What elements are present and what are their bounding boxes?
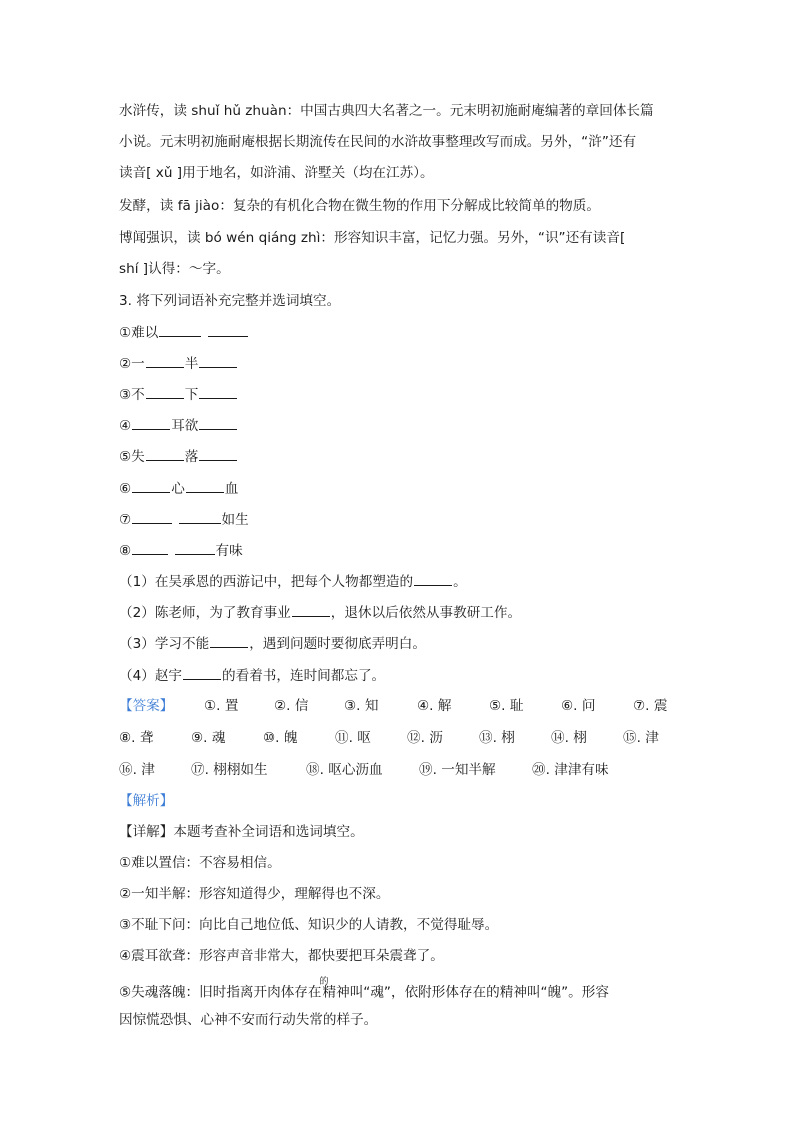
fill-sentence-4: （4）赵宇 的看着书，连时间都忘了。 bbox=[119, 665, 385, 686]
word-item-6: ⑥ 心 血 bbox=[119, 478, 238, 499]
answer-item: ④. 解 bbox=[417, 698, 452, 714]
blank bbox=[414, 571, 452, 586]
blank bbox=[199, 415, 237, 430]
answer-item: ⑲. 一知半解 bbox=[419, 762, 496, 778]
blank bbox=[132, 509, 172, 524]
answer-item: ⑰. 栩栩如生 bbox=[191, 762, 268, 778]
blank bbox=[132, 478, 170, 493]
word-item-3: ③不 下 bbox=[119, 384, 238, 405]
word-item-4: ④ 耳欲 bbox=[119, 415, 238, 436]
answer-item: ⑱. 呕心沥血 bbox=[306, 762, 383, 778]
intro-line: 水浒传，读 shuǐ hǔ zhuàn：中国古典四大名著之一。元末明初施耐庵编著的章回体长篇 bbox=[119, 103, 654, 119]
analysis-detail: 【详解】本题考查补全词语和选词填空。 bbox=[119, 824, 364, 840]
blank bbox=[146, 446, 184, 461]
word-item-1: ①难以 bbox=[119, 322, 249, 343]
blank bbox=[179, 509, 221, 524]
blank bbox=[159, 322, 201, 337]
explanation-line: ①难以置信：不容易相信。 bbox=[119, 855, 281, 871]
blank bbox=[210, 633, 248, 648]
word-item-7: ⑦ 如生 bbox=[119, 509, 249, 530]
word-item-2: ②一 半 bbox=[119, 353, 238, 374]
answer-item: ⑨. 魂 bbox=[191, 730, 226, 746]
explanation-line: 因惊慌恐惧、心神不安而行动失常的样子。 bbox=[119, 1012, 378, 1028]
explanation-line: ②一知半解：形容知道得少，理解得也不深。 bbox=[119, 886, 390, 902]
blank bbox=[292, 602, 330, 617]
superscript-note: 的 bbox=[319, 977, 329, 987]
intro-line: shí ]认得：～字。 bbox=[119, 261, 230, 277]
answer-label: 【答案】 bbox=[119, 698, 174, 714]
intro-line: 读音[ xǔ ]用于地名，如浒浦、浒墅关（均在江苏）。 bbox=[119, 165, 434, 181]
answer-item: ⑦. 震 bbox=[633, 698, 668, 714]
answer-item: ①. 置 bbox=[204, 698, 239, 714]
explanation-line: ③不耻下问：向比自己地位低、知识少的人请教，不觉得耻辱。 bbox=[119, 917, 499, 933]
fill-sentence-3: （3）学习不能 ，遇到问题时要彻底弄明白。 bbox=[119, 633, 426, 654]
analysis-label: 【解析】 bbox=[119, 793, 174, 809]
blank bbox=[199, 446, 237, 461]
answer-row-1 bbox=[119, 696, 679, 716]
blank bbox=[183, 665, 221, 680]
answer-item: ⑩. 魄 bbox=[263, 730, 298, 746]
answer-item: ⑥. 问 bbox=[561, 698, 596, 714]
fill-sentence-1: （1）在吴承恩的西游记中，把每个人物都塑造的 。 bbox=[119, 571, 467, 592]
blank bbox=[132, 540, 168, 555]
intro-line: 小说。元末明初施耐庵根据长期流传在民间的水浒故事整理改写而成。另外，“浒”还有 bbox=[119, 134, 637, 150]
answer-item: ⑳. 津津有味 bbox=[532, 762, 609, 778]
word-item-5: ⑤失 落 bbox=[119, 446, 238, 467]
fill-sentence-2: （2）陈老师，为了教育事业 ，退休以后依然从事教研工作。 bbox=[119, 602, 521, 623]
answer-row-2 bbox=[119, 728, 679, 748]
answer-item: ⑪. 呕 bbox=[335, 730, 371, 746]
answer-row-3 bbox=[119, 760, 679, 780]
answer-item: ⑯. 津 bbox=[119, 762, 155, 778]
blank bbox=[199, 353, 237, 368]
answer-item: ⑫. 沥 bbox=[407, 730, 443, 746]
intro-line: 博闻强识，读 bó wén qiáng zhì：形容知识丰富，记忆力强。另外，“识”还有读音[ bbox=[119, 230, 626, 246]
answer-item: ⑤. 耻 bbox=[489, 698, 524, 714]
blank bbox=[186, 478, 224, 493]
blank bbox=[208, 322, 248, 337]
answer-item: ⑬. 栩 bbox=[479, 730, 515, 746]
answer-item: ⑭. 栩 bbox=[551, 730, 587, 746]
answer-item: ⑮. 津 bbox=[623, 730, 659, 746]
explanation-line: ④震耳欲聋：形容声音非常大，都快要把耳朵震聋了。 bbox=[119, 948, 444, 964]
blank bbox=[199, 384, 237, 399]
blank bbox=[132, 415, 170, 430]
blank bbox=[175, 540, 215, 555]
answer-item: ②. 信 bbox=[274, 698, 309, 714]
question-title: 3. 将下列词语补充完整并选词填空。 bbox=[119, 293, 341, 309]
answer-item: ③. 知 bbox=[344, 698, 379, 714]
blank bbox=[146, 353, 184, 368]
answer-item: ⑧. 聋 bbox=[119, 730, 154, 746]
word-item-8: ⑧ 有味 bbox=[119, 540, 243, 561]
blank bbox=[146, 384, 184, 399]
intro-line: 发酵，读 fā jiào：复杂的有机化合物在微生物的作用下分解成比较简单的物质。 bbox=[119, 198, 600, 214]
explanation-line: ⑤失魂落魄：旧时指离开肉体存在$^的$精神叫“魂”，依附形体存在的精神叫“魄”。形容 bbox=[119, 977, 609, 1001]
